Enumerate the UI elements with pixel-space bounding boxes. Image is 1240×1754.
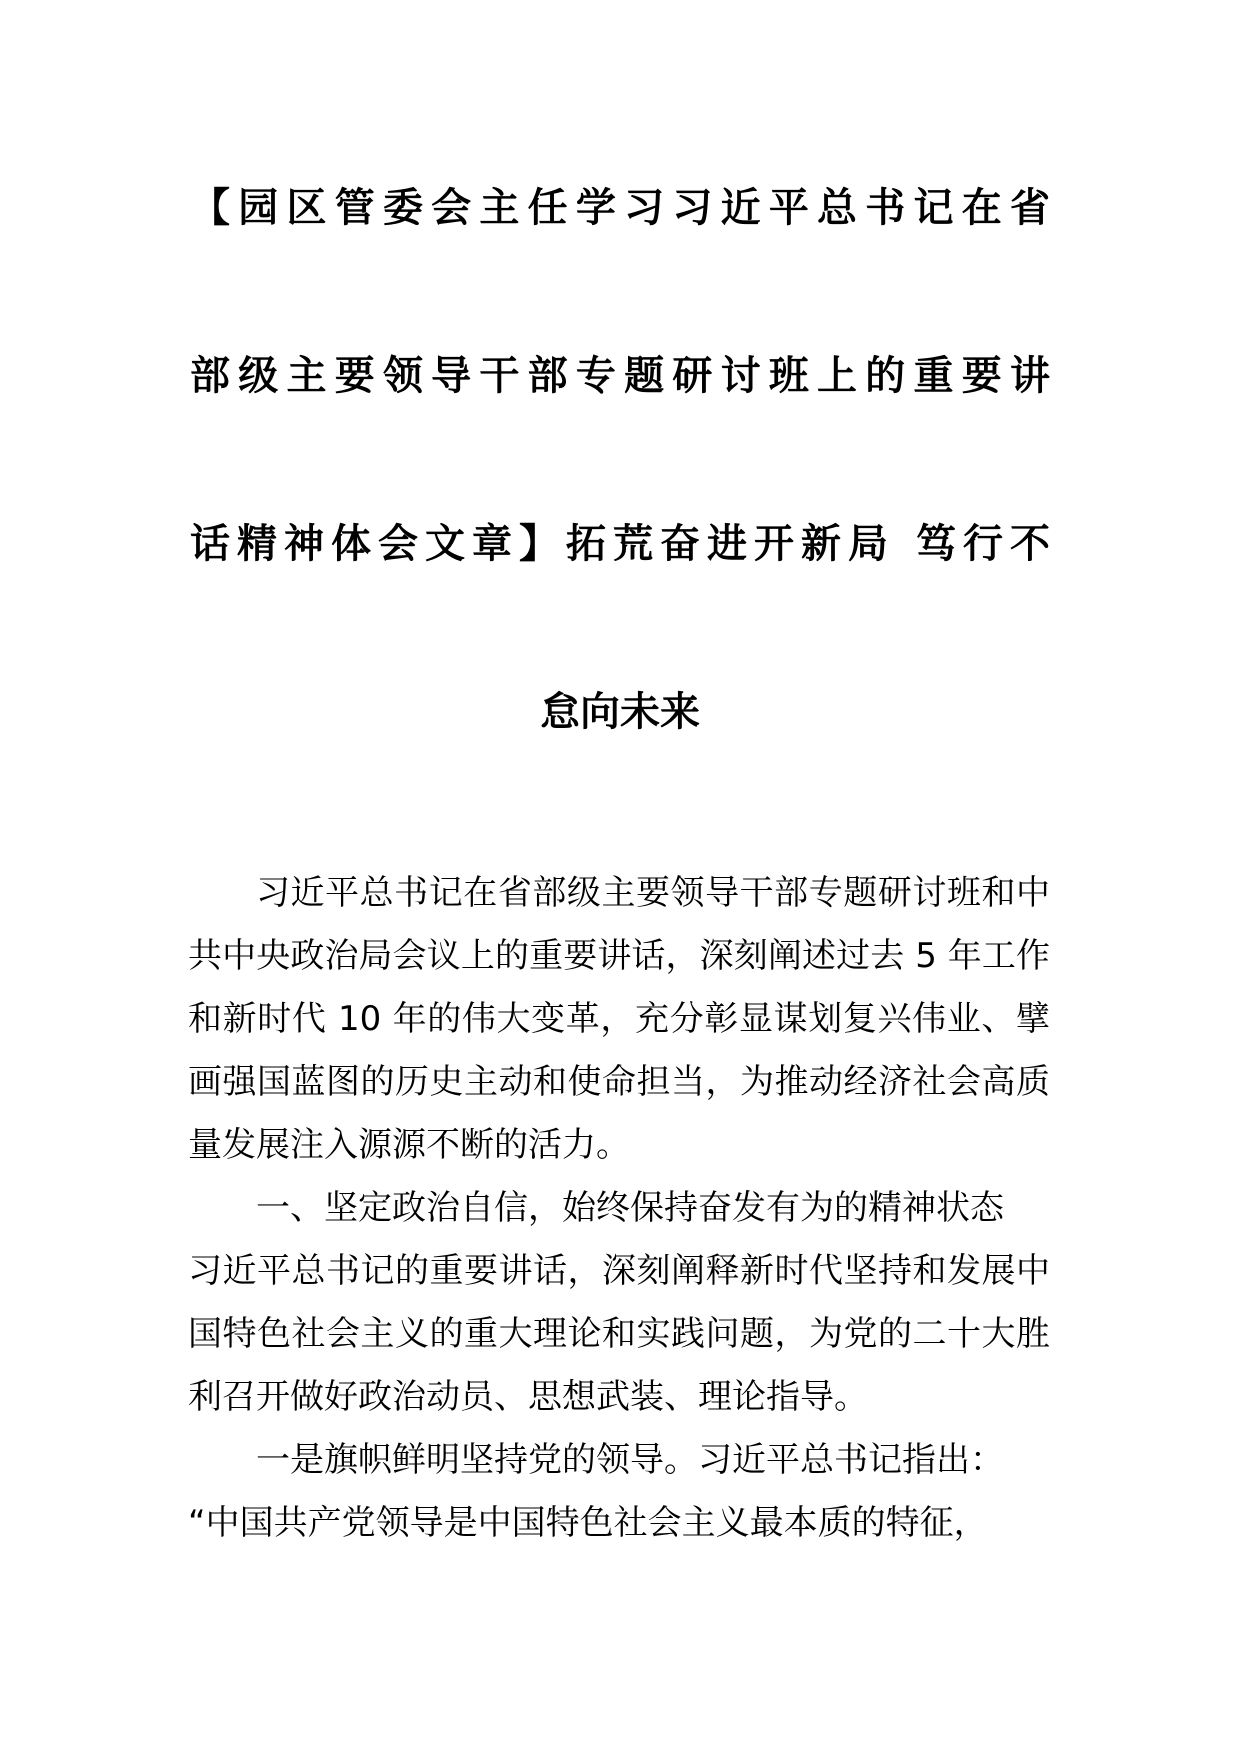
title-line-4: 怠向未来 <box>540 689 700 735</box>
section-heading-1: 一、坚定政治自信，始终保持奋发有为的精神状态 <box>256 1188 1004 1228</box>
title-line-3: 话精神体会文章】拓荒奋进开新局 笃行不 <box>190 521 1050 567</box>
paragraph-point-1: 一是旗帜鲜明坚持党的领导。习近平总书记指出： <box>256 1440 1004 1480</box>
paragraph-intro: 习近平总书记在省部级主要领导干部专题研讨班和中共中央政治局会议上的重要讲话，深刻阐述过去 5 年工作和新时代 10 年的伟大变革，充分彰显谋划复兴伟业、擘画强国蓝图的历史主动和使命担当，为推动经济社会高质量发展注入源源不断的活力。 <box>188 873 1050 1165</box>
title-line-1: 【园区管委会主任学习习近平总书记在省 <box>190 185 1050 231</box>
paragraph-section-1: 习近平总书记的重要讲话，深刻阐释新时代坚持和发展中国特色社会主义的重大理论和实践问题，为党的二十大胜利召开做好政治动员、思想武装、理论指导。 <box>188 1251 1050 1417</box>
document-title <box>190 180 1050 740</box>
title-line-2: 部级主要领导干部专题研讨班上的重要讲 <box>190 353 1050 399</box>
paragraph-quote: “中国共产党领导是中国特色社会主义最本质的特征， <box>188 1503 988 1543</box>
document-body <box>188 862 1050 1555</box>
